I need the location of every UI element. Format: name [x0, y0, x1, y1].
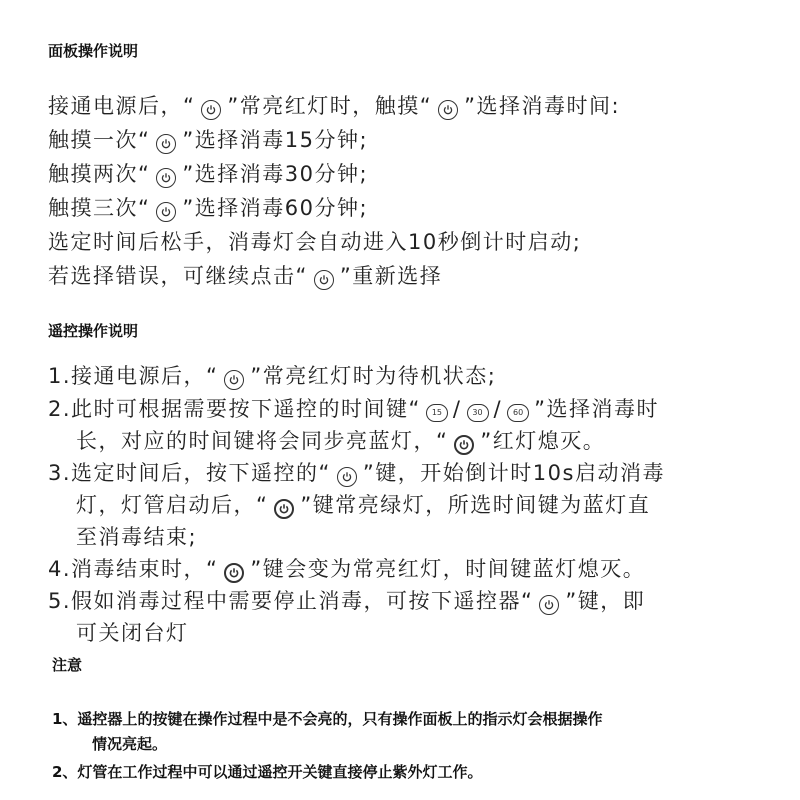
- note-2: 2、灯管在工作过程中可以通过遥控开关键直接停止紫外灯工作。: [52, 763, 483, 781]
- panel-section-title: 面板操作说明: [48, 42, 139, 60]
- note-1-cont: 情况亮起。: [92, 735, 168, 753]
- time-key-60-icon: 60: [507, 404, 529, 422]
- remote-item-5: 5.假如消毒过程中需要停止消毒，可按下遥控器“ ”键，即: [48, 589, 646, 613]
- power-icon: [337, 467, 357, 487]
- power-icon: [201, 100, 221, 120]
- power-icon: [224, 563, 244, 583]
- remote-item-3-cont: 灯，灯管启动后，“ ”键常亮绿灯，所选时间键为蓝灯直: [76, 493, 651, 517]
- remote-section-title: 遥控操作说明: [48, 322, 139, 340]
- remote-item-1: 1.接通电源后，“ ”常亮红灯时为待机状态;: [48, 364, 497, 388]
- remote-item-4: 4.消毒结束时，“ ”键会变为常亮红灯，时间键蓝灯熄灭。: [48, 557, 646, 581]
- panel-line-3: 触摸两次“ ”选择消毒30分钟;: [48, 162, 369, 186]
- panel-line-5: 选定时间后松手，消毒灯会自动进入10秒倒计时启动;: [48, 230, 582, 254]
- panel-line-2: 触摸一次“ ”选择消毒15分钟;: [48, 128, 369, 152]
- panel-line-4: 触摸三次“ ”选择消毒60分钟;: [48, 196, 369, 220]
- power-icon: [274, 499, 294, 519]
- power-icon: [539, 595, 559, 615]
- remote-item-5-cont: 可关闭台灯: [76, 621, 189, 645]
- remote-item-3-cont-2: 至消毒结束;: [76, 525, 198, 549]
- time-key-15-icon: 15: [426, 404, 448, 422]
- panel-line-6: 若选择错误，可继续点击“ ”重新选择: [48, 264, 443, 288]
- power-icon: [454, 435, 474, 455]
- remote-item-2: 2.此时可根据需要按下遥控的时间键“ 15 / 30 / 60 ”选择消毒时: [48, 397, 659, 421]
- time-key-30-icon: 30: [467, 404, 489, 422]
- remote-item-2-cont: 长，对应的时间键将会同步亮蓝灯，“ ”红灯熄灭。: [76, 429, 606, 453]
- panel-line-1: 接通电源后，“ ”常亮红灯时，触摸“ ”选择消毒时间:: [48, 94, 621, 118]
- power-icon: [314, 270, 334, 290]
- notes-section-title: 注意: [52, 656, 83, 674]
- note-1: 1、遥控器上的按键在操作过程中是不会亮的，只有操作面板上的指示灯会根据操作: [52, 710, 603, 728]
- power-icon: [156, 168, 176, 188]
- power-icon: [438, 100, 458, 120]
- power-icon: [156, 134, 176, 154]
- power-icon: [156, 202, 176, 222]
- remote-item-3: 3.选定时间后，按下遥控的“ ”键，开始倒计时10s启动消毒: [48, 461, 665, 485]
- power-icon: [224, 370, 244, 390]
